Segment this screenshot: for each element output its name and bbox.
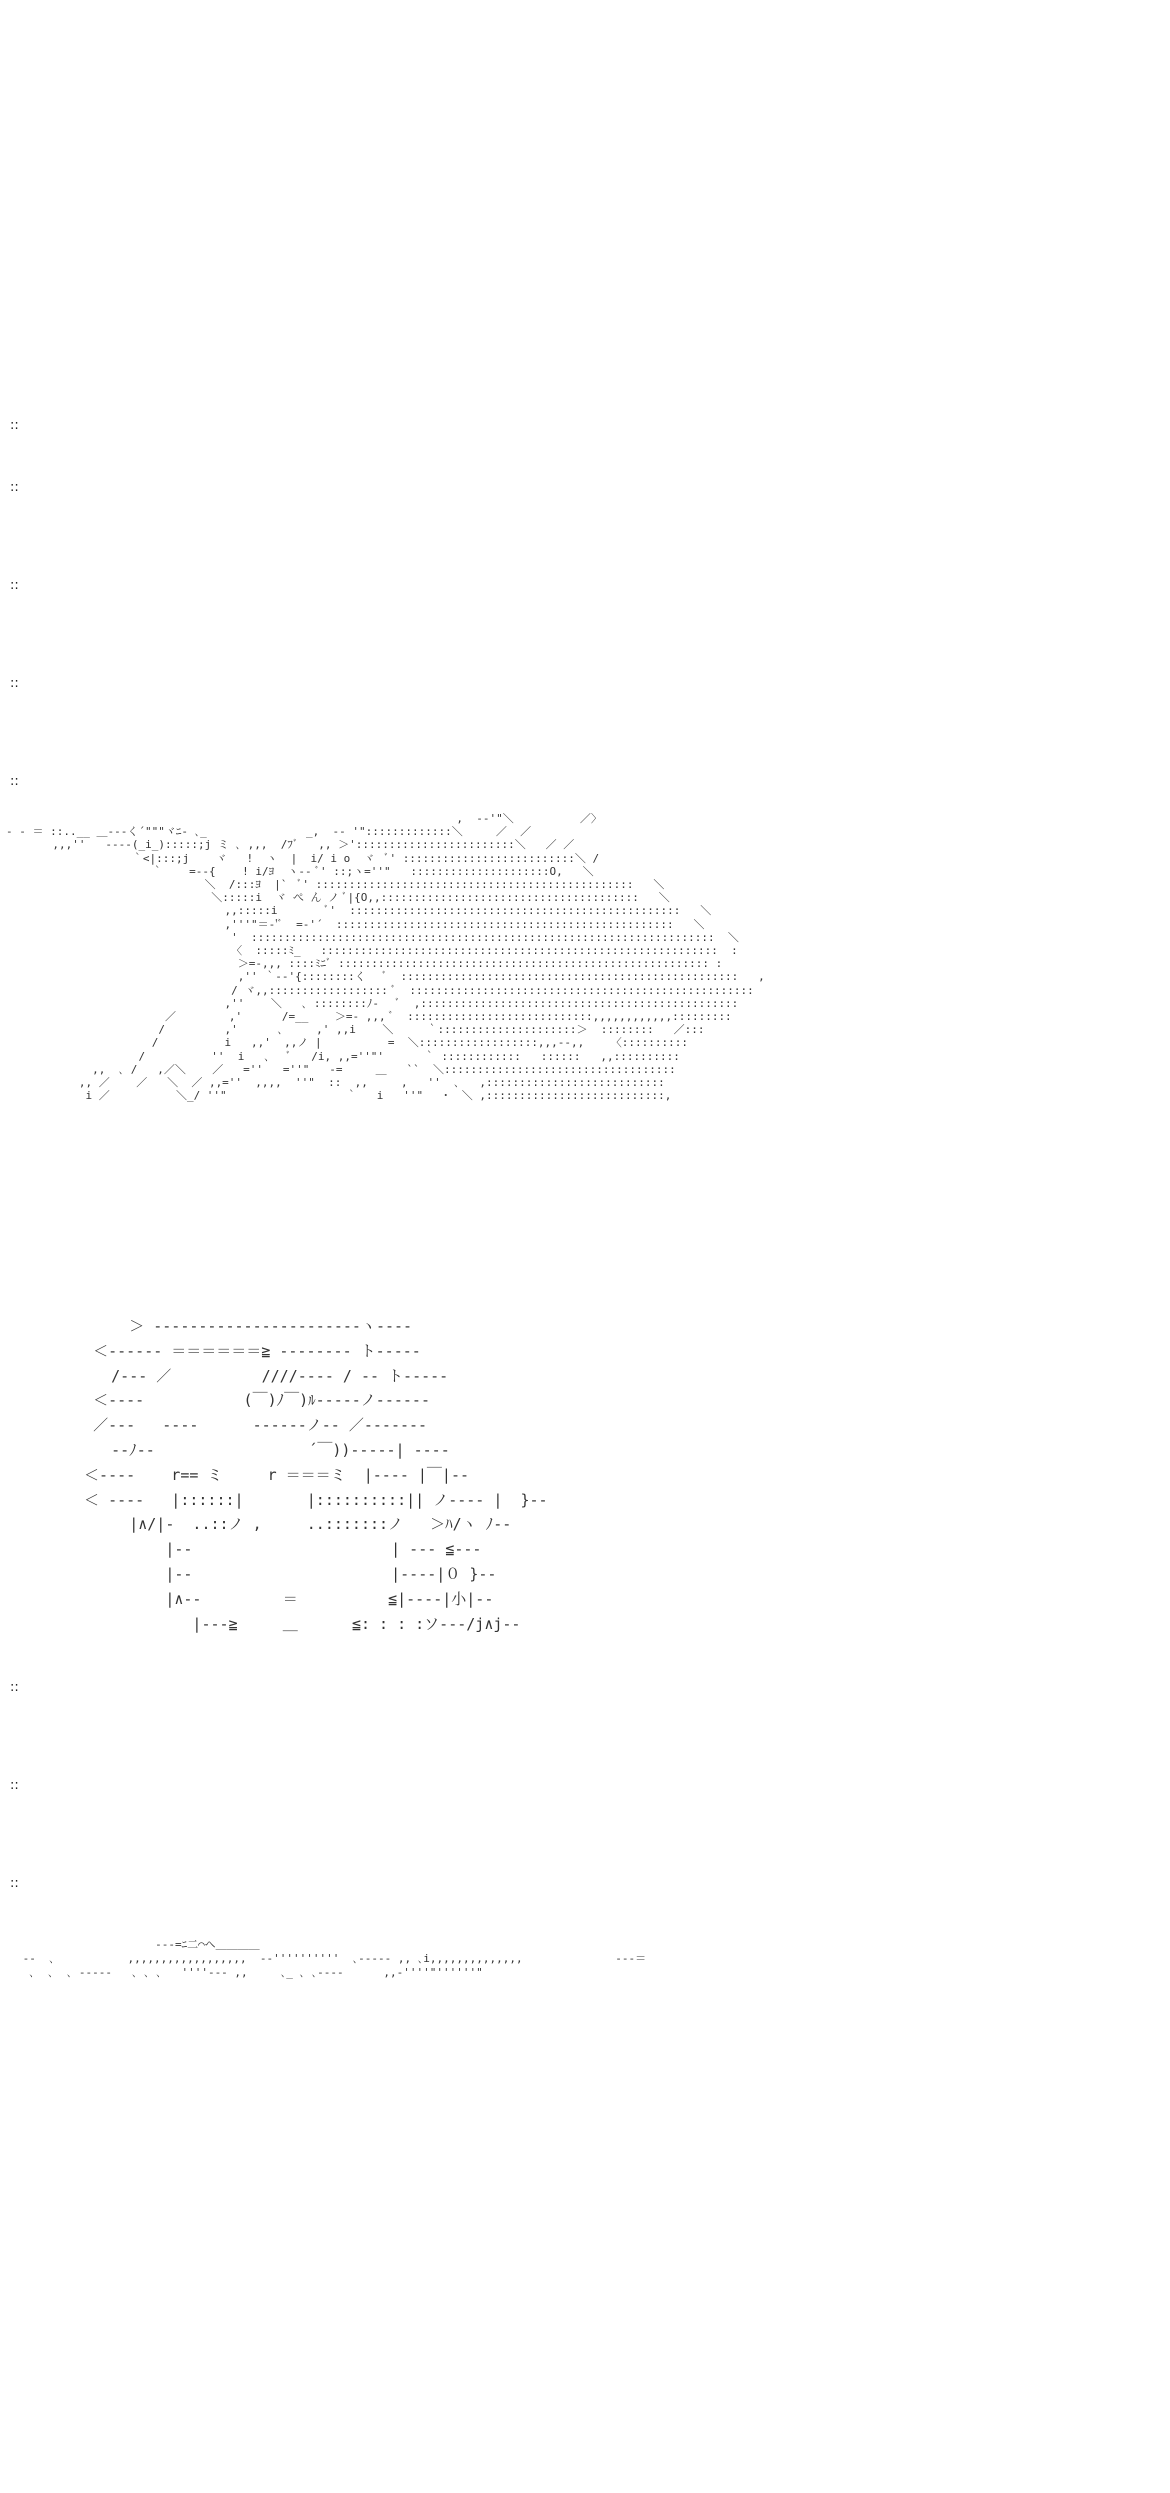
post-header: :: xyxy=(10,418,19,433)
ascii-art-warrior: , -‐'"＼ ／〉 ‐ ‐ ＝ ::..__ ＿-‐-く´"""ヾﾆ- ､_ _, -‐ '":::::::::::::＼ ／ ／ ,,,'' ‐‐‐-(_i_):::::;j ミ ､ ,,, /ﾌﾞ ,, ＞'::::::::::::::::::::::::＼ ／ ／ ｀<|:::;j ヾ ! ヽ | i/ i o ヾ ﾞ' ::::::::::::::::::::::::::＼ / ｀ =--{ ! i/ﾖ ヽ-- ﾞ' ::;ヽ=''" :::::::::::::::::::::O, ＼ ＼ /:::ﾖ |` ﾞ' :::::::::::::::::::::::::::::::::::::::::::::::: ＼ ＼:::::i ヾ ぺ ん ノ ﾞ|{O,,::::::::::::::::::::::::::::::::::::::: ＼ ,,:::::i ﾞ' :::::::::::::::::::::::::::::::::::::::::::::::::: ＼ ,'''"＝‐'ﾞ =-'´ ::::::::::::::::::::::::::::::::::::::::::::::::::: ＼ ' :::::::::::::::::::::::::::::::::::::::::::::::::::::::::::::::::::::: ＼ 〈 :::::ﾐ_ :::::::::::::::::::::::::::::::::::::::::::::::::::::::::::: : ＞=‐,,, ::::ﾐﾆﾞ :::::::::::::::::::::::::::::::::::::::::::::::::::::::: : ,'' ｀-‐'{::::::::く ﾞ ::::::::::::::::::::::::::::::::::::::::::::::::::: , / ヾ,,:::::::::::::::::: ﾞ :::::::::::::::::::::::::::::::::::::::::::::::::::: ,'' ＼ ､ ::::::::ﾉ- ﾞ ,:::::::::::::::::::::::::::::::::::::::::::::::: ／ ,' /=__ ＞=- ,,, ﾞ ::::::::::::::::::::::::::::,,,,,,,,,,,,::::::::: / ,' ､ ,' ,,i ＼ ｀:::::::::::::::::::::＞ :::::::: ／::: / i ,,' ,,ノ | = ＼::::::::::::::::::,,,--,, 〈:::::::::: / '' i ､ ﾞ /i, ,,=''"' ｀ :::::::::::: :::::: ,,:::::::::: ,, ､ / ,／＼ ／ ='' =''" -= ＿ `` ＼::::::::::::::::::::::::::::::::::: ,, ／ ／ ＼ ／ ,,='' ,,,, ''" :: ,, , '' ､ ,::::::::::::::::::::::::::: i ／ ＼_/ ''" ｀ i ''" ･ ＼ ,:::::::::::::::::::::::::::, xyxy=(6,812,765,1103)
post-header: :: xyxy=(10,480,19,495)
post-header: :: xyxy=(10,1680,19,1695)
post-header: :: xyxy=(10,1876,19,1891)
post-header: :: xyxy=(10,1778,19,1793)
ascii-art-slash-effect: ‐‐‐=ﾆ二⌒ヘ＿＿＿＿ ‐‐ ､ ,,,,,,,,,,,,,,,,,, ‐‐'''''''''' ､‐‐‐-‐ ,, ､i,,,,,,,,,,,,,, ‐‐‐＝ ､ ､ ､ ‐‐‐‐‐ ､ ､ ､ ''''-‐‐ ,, ､_ ､ ､‐‐‐‐ ,,-''''"''''''" xyxy=(22,1938,647,1979)
post-header: :: xyxy=(10,774,19,789)
ascii-art-close-up: ＞ ‐‐‐‐‐‐‐‐‐‐‐‐‐‐‐‐‐‐‐‐‐‐‐ヽ‐‐‐‐ ＜‐‐‐‐‐‐ ＝＝＝＝＝＝≧ ‐‐‐‐‐‐‐‐ ト‐‐‐‐‐ /‐‐‐ ／ ////‐‐‐‐ / ‐‐ ト‐‐‐‐‐ ＜‐‐‐‐ (￣)ﾉ￣)ﾙ‐‐‐‐‐ノ‐‐‐‐‐‐ ／‐‐‐ ‐‐‐‐ ‐‐‐‐‐‐ノ‐‐ ／‐‐‐‐‐‐‐ ‐‐ﾉ‐‐ ´￣))‐‐‐‐‐| ‐‐‐‐ ＜‐‐‐‐ r== ミ r ＝＝＝ミ |‐‐‐‐ |￣|‐‐ ＜ ‐‐‐‐ |::::::| |::::::::::|| ノ‐‐‐‐ | }‐‐ |∧/|‐ ..::ノ , ..:::::::ノ ＞ﾊ/ヽ ﾉ‐‐ |‐‐ | ‐‐‐ ≦-‐‐ |‐‐ |‐‐‐‐|０ }‐‐ |∧‐‐ ＝ ≦|‐‐‐‐|小|‐‐ |‐‐‐≧ ＿ ≦: : : :ソ‐‐‐/j∧j‐‐ xyxy=(84,1317,548,1633)
post-header: :: xyxy=(10,578,19,593)
post-header: :: xyxy=(10,676,19,691)
